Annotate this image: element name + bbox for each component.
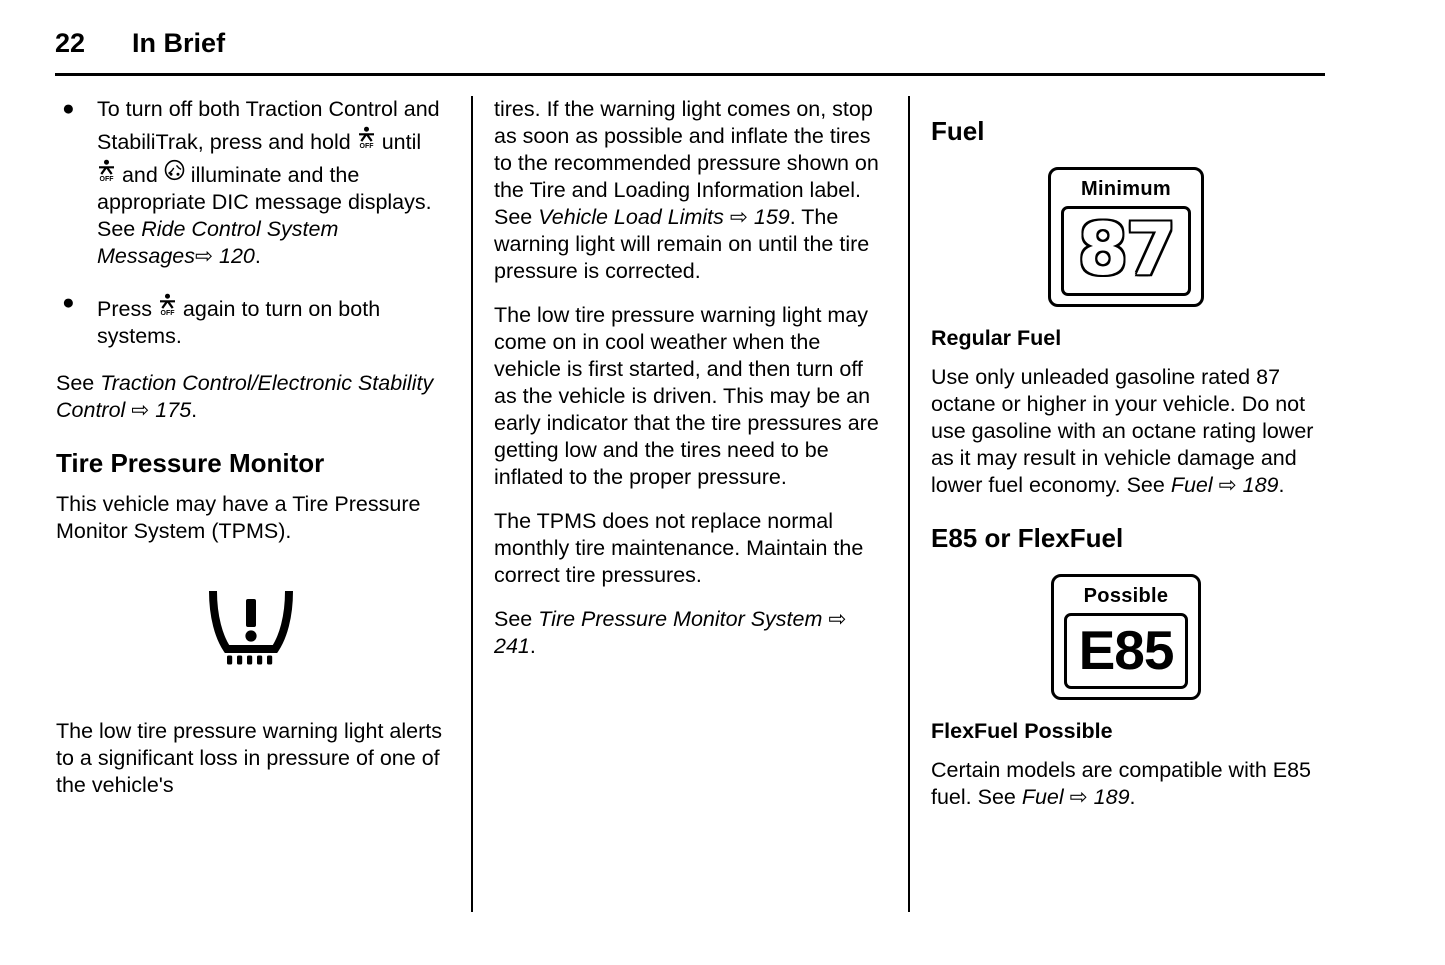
reference-arrow-icon: ⇨: [1218, 473, 1237, 497]
paragraph: [931, 757, 1325, 811]
bullet-dot: ●: [62, 97, 75, 120]
section-heading-fuel: Fuel: [931, 116, 985, 146]
reference-arrow-icon: ⇨: [729, 205, 748, 229]
list-item: [56, 290, 446, 350]
bullet-text-part: and: [116, 163, 164, 187]
bullet-text-part: until: [375, 130, 422, 154]
badge-caption: Minimum: [1081, 178, 1171, 200]
badge-caption: Possible: [1083, 585, 1169, 607]
paragraph-tail: . The warning light will remain on until the tire pressure is corrected.: [494, 205, 870, 283]
bullet-text-part: .: [254, 244, 261, 268]
low-tire-pressure-warning-icon: [56, 583, 446, 674]
paragraph-lead: See: [494, 607, 539, 631]
paragraph-lead: Use only unleaded gasoline rated 87 octane or higher in your vehicle. Do not use gasoline with an octane rating lower as it may result in vehicle damage and lower fuel economy. See: [931, 365, 1314, 497]
column-divider-2: [908, 96, 910, 912]
stabilitrak-off-icon: [164, 158, 185, 182]
page-number: 22: [55, 28, 86, 58]
cross-reference: Fuel: [1170, 473, 1213, 497]
column-2: [494, 96, 886, 677]
reference-page: 189: [1093, 785, 1130, 809]
svg-text:OFF: OFF: [359, 143, 374, 149]
subheading-regular-fuel: Regular Fuel: [931, 326, 1062, 350]
bullet-dot: ●: [62, 291, 75, 314]
paragraph-tail: .: [1278, 473, 1285, 497]
section-heading-e85-flexfuel: E85 or FlexFuel: [931, 523, 1124, 553]
bullet-text-part: To turn off both Traction Control and StabiliTrak, press and hold: [97, 97, 440, 154]
reference-page: 175: [155, 398, 192, 422]
paragraph: This vehicle may have a Tire Pressure Monitor System (TPMS).: [56, 492, 421, 543]
reference-arrow-icon: ⇨: [1069, 785, 1088, 809]
paragraph: The TPMS does not replace normal monthly tire maintenance. Maintain the correct tire pressures.: [494, 509, 864, 587]
regular-fuel-badge: [931, 167, 1321, 307]
e85-fuel-badge: [931, 574, 1321, 700]
paragraph-lead: Certain models are compatible with E85 fuel. See: [931, 758, 1312, 809]
page-header: [55, 28, 1325, 59]
traction-control-off-icon: [357, 123, 376, 149]
cross-reference: Vehicle Load Limits: [538, 205, 724, 229]
list-item: [56, 96, 446, 270]
badge-value: 87: [1077, 207, 1175, 291]
subheading-flexfuel-possible: FlexFuel Possible: [931, 719, 1113, 743]
cross-reference: Fuel: [1021, 785, 1064, 809]
column-divider-1: [471, 96, 473, 912]
paragraph-lead: tires. If the warning light comes on, stop as soon as possible and inflate the tires to the recommended pressure shown on the Tire and Loading Information label. See: [494, 97, 879, 229]
paragraph: The low tire pressure warning light may come on in cool weather when the vehicle is first started, and then turn off as the vehicle is driven. This may be an early indicator that the tire pressures are getting low and the tires need to be inflated to the proper pressure.: [494, 303, 879, 489]
reference-arrow-icon: ⇨: [828, 607, 847, 631]
bullet-list: [56, 96, 446, 350]
svg-text:OFF: OFF: [99, 176, 114, 182]
page-title: In Brief: [132, 28, 226, 58]
reference-page: 120: [219, 244, 255, 268]
paragraph: The low tire pressure warning light alerts to a significant loss in pressure of one of the vehicle's: [56, 719, 442, 797]
reference-arrow-icon: ⇨: [131, 398, 150, 422]
header-divider: [55, 73, 1325, 76]
column-1: [56, 96, 446, 816]
svg-text:OFF: OFF: [160, 310, 175, 316]
bullet-text-part: again to turn on both systems.: [97, 297, 381, 348]
badge-value: E85: [1078, 619, 1174, 681]
traction-control-off-icon: [97, 156, 116, 182]
bullet-text-part: illuminate and the appropriate DIC message displays. See: [97, 163, 432, 241]
traction-control-off-icon: [158, 290, 177, 316]
see-tail: .: [191, 398, 198, 422]
section-heading-tire-pressure-monitor: Tire Pressure Monitor: [56, 448, 325, 478]
paragraph-tail: .: [529, 634, 536, 658]
cross-reference: Tire Pressure Monitor System: [538, 607, 823, 631]
paragraph: [931, 364, 1325, 499]
bullet-text-part: Press: [97, 297, 158, 321]
cross-reference: Ride Control System Messages: [97, 217, 339, 268]
reference-arrow-icon: ⇨: [195, 244, 214, 268]
reference-page: 159: [753, 205, 790, 229]
reference-page: 189: [1242, 473, 1279, 497]
see-paragraph: [56, 370, 446, 424]
column-3: [931, 96, 1325, 828]
see-lead: See: [56, 371, 101, 395]
paragraph-tail: .: [1129, 785, 1136, 809]
paragraph: [494, 606, 886, 660]
cross-reference: Traction Control/Electronic Stability Control: [56, 371, 434, 422]
paragraph: [494, 96, 886, 285]
reference-page: 241: [494, 634, 530, 658]
